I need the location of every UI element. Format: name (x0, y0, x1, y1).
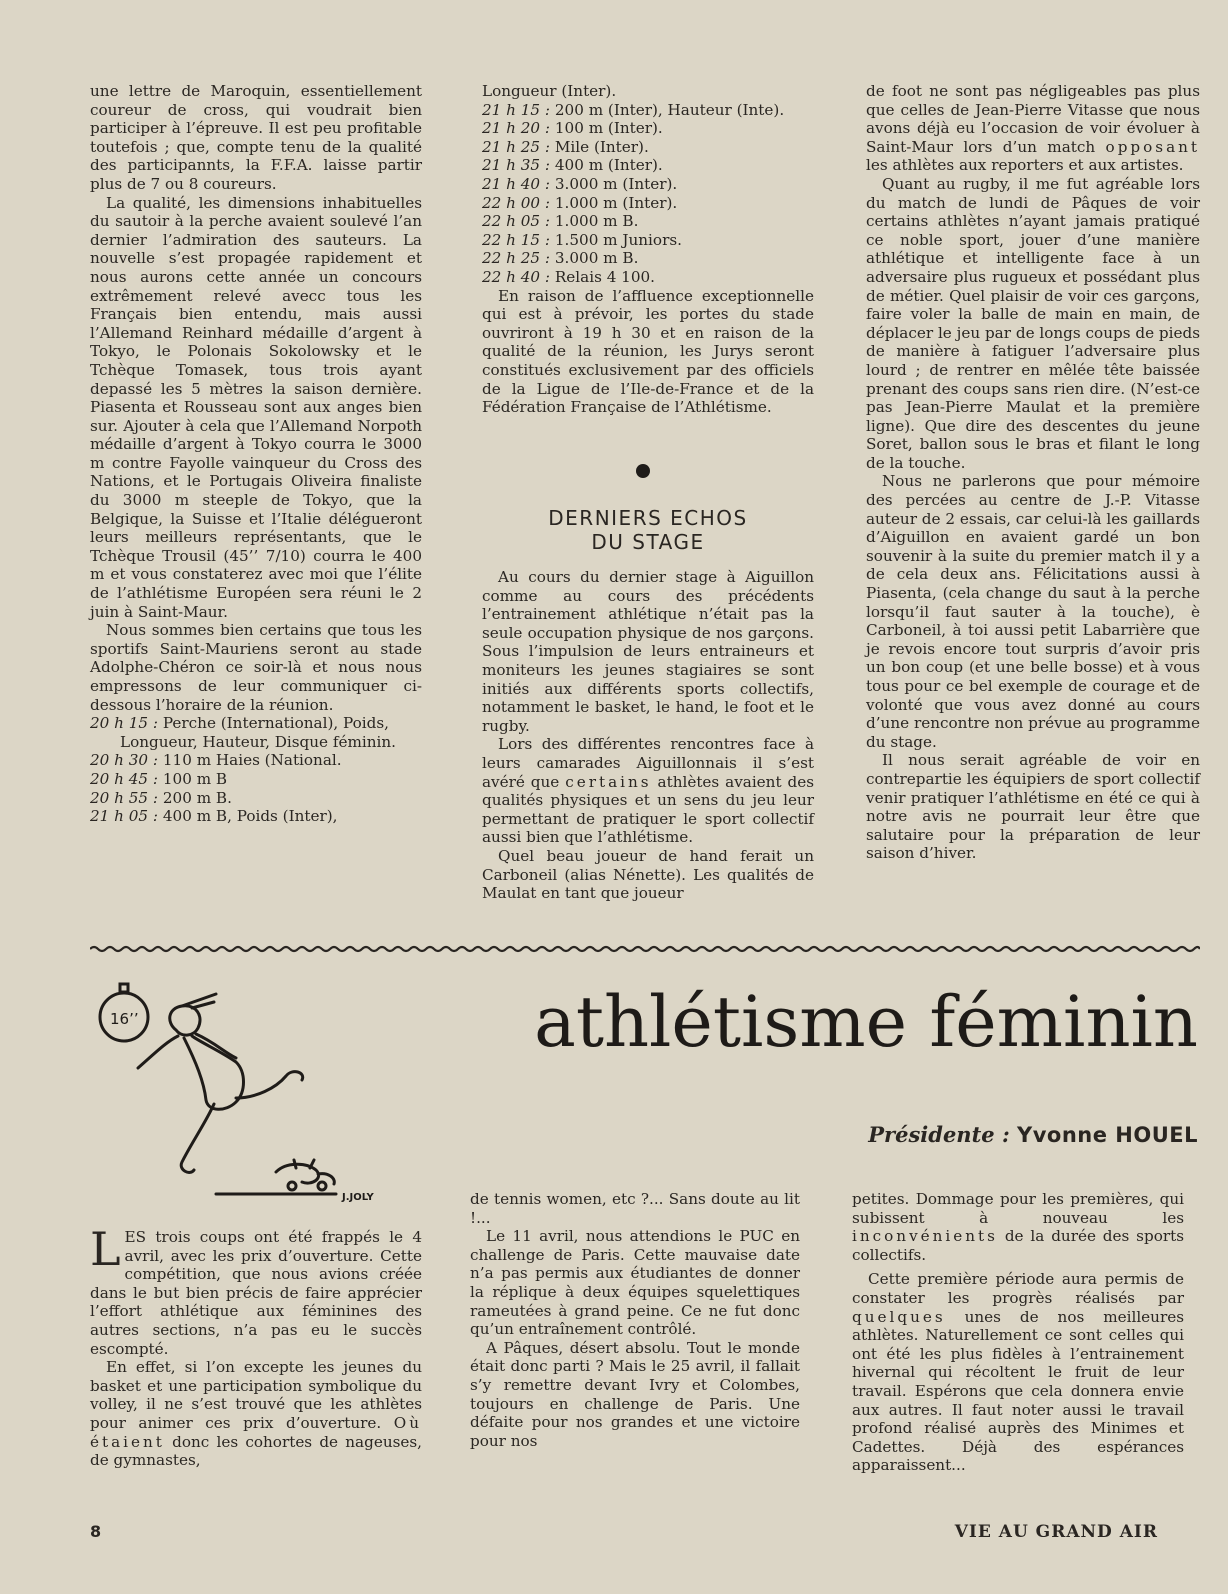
paragraph: Quel beau joueur de hand ferait un Carboneil (alias Nénette). Les qualités de Maulat en tant que joueur (482, 846, 814, 903)
schedule-event: Perche (International), Poids, Longueur, Hauteur, Disque féminin. (120, 714, 396, 751)
text-run-spaced: opposant (1105, 137, 1201, 156)
schedule-row (482, 101, 814, 120)
text-run: de foot ne sont pas négligeables pas plus que celles de Jean-Pierre Vitasse que nous avons déjà eu l’occasion de voir évoluer à Saint-Maur lors d’un match (866, 82, 1200, 156)
section-title: athlétisme féminin (534, 981, 1198, 1063)
text-run: En effet, si l’on excepte les jeunes du basket et une participation symbolique du volley, il ne s’est trouvé que les athlètes pour animer ces prix d’ouverture. (90, 1358, 422, 1432)
schedule-time: 21 h 25 : (482, 137, 551, 156)
text-run-spaced: certains (565, 772, 652, 791)
paragraph: Au cours du dernier stage à Aiguillon comme au cours des précédents l’entrainement athlétique n’était pas la seule occupation physique de nos garçons. Sous l’impulsion de leurs entraineurs et moniteurs les jeunes stagiaires se sont initiés aux différents sports collectifs, notamment le basket, le hand, le foot et le rugby. (482, 568, 814, 735)
schedule-time: 21 h 35 : (482, 156, 551, 175)
schedule-event: 400 m (Inter). (554, 156, 663, 175)
schedule-row (482, 119, 814, 138)
schedule-time: 21 h 05 : (90, 807, 159, 826)
schedule-row (90, 770, 422, 789)
schedule-event: 100 m (Inter). (554, 119, 663, 138)
paragraph: Quant au rugby, il me fut agréable lors du match de lundi de Pâques de voir certains athlètes n’ayant jamais pratiqué ce noble sport, jouer d’une manière athlétique et intelligente face à un adversaire plus rugueux et possédant plus de métier. Quel plaisir de voir ces garçons, faire voler la balle de main en main, de déplacer le jeu par de longs coups de pieds de manière à fatiguer l’adversaire plus lourd ; de rentrer en mêlée tête baissée prenant des coups sans rien dire. (N’est-ce pas Jean-Pierre Maulat et la première ligne). Que dire des descentes du jeune Soret, ballon sous le bras et filant le long de la touche. (866, 174, 1200, 472)
article-column-3 (866, 82, 1200, 863)
schedule-row (482, 231, 814, 250)
article-column-2 (482, 82, 814, 417)
wavy-divider (90, 944, 1200, 954)
paragraph: une lettre de Maroquin, essentiellement coureur de cross, qui voudrait bien participer à l’épreuve. Il est peu profitable toutefois ; que, compte tenu de la qualité des participannts, la F.F.A. laisse partir plus de 7 ou 8 coureurs. (90, 82, 422, 193)
paragraph (866, 82, 1200, 175)
schedule-event: 200 m (Inter), Hauteur (Inte). (554, 100, 785, 119)
page-number: 8 (90, 1522, 102, 1541)
magazine-name: VIE AU GRAND AIR (954, 1522, 1158, 1542)
text-run-spaced: Où étaient (90, 1413, 422, 1451)
paragraph (482, 735, 814, 847)
schedule-time: 20 h 15 : (90, 714, 159, 733)
schedule-row (90, 789, 422, 808)
paragraph: Le 11 avril, nous attendions le PUC en challenge de Paris. Cette mauvaise date n’a pas permis aux étudiantes de donner la réplique à deux équipes squelettiques rameutées à grand peine. Ce ne fut donc qu’un entraînement contrôlé. (470, 1227, 800, 1339)
article-column-5 (470, 1190, 800, 1450)
article-column-2-lower (482, 568, 814, 903)
schedule-time: 22 h 40 : (482, 267, 551, 286)
schedule-event: 200 m B. (162, 788, 232, 807)
schedule-time: 21 h 15 : (482, 100, 551, 119)
text-run: les athlètes aux reporters et aux artistes. (866, 156, 1184, 175)
schedule-event: Relais 4 100. (554, 267, 655, 286)
schedule-row (482, 249, 814, 268)
schedule-event: 1.000 m B. (554, 212, 639, 231)
schedule-event: 100 m B (162, 769, 228, 788)
text-run: Lors des différentes rencontres face à leurs camarades Aiguillonnais il s’est avéré que (482, 735, 814, 791)
heading-line: DU STAGE (591, 530, 705, 554)
schedule-list (90, 714, 422, 826)
schedule-list (482, 82, 814, 287)
text-run-spaced: inconvénients (852, 1227, 998, 1246)
schedule-event: 400 m B, Poids (Inter), (162, 807, 338, 826)
paragraph: Nous sommes bien certains que tous les sportifs Saint-Mauriens seront au stade Adolphe-Chéron ce soir-là et nous nous empressons de leur communiquer ci-dessous l’horaire de la réunion. (90, 621, 422, 714)
paragraph (90, 1358, 422, 1470)
runner-figure (138, 994, 336, 1194)
text-run: ES trois coups ont été frappés le 4 avril, avec les prix d’ouverture. Cette compétition, que nous avions créée dans le but bien précis de faire apprécier l’effort athlétique aux féminines des autres sections, n’a pas eu le succès escompté. (90, 1228, 422, 1358)
schedule-continuation: Longueur (Inter). (482, 82, 617, 100)
paragraph: Nous ne parlerons que pour mémoire des percées au centre de J.-P. Vitasse auteur de 2 essais, car celui-là les gaillards d’Aiguillon en avaient gardé un bon souvenir à la suite du premier match il y a de cela deux ans. Félicitations aussi à Piasenta, (cela change du saut à la perche lorsqu’il faut sauter à la touche), è Carboneil, à toi aussi petit Labarrière que je revois encore tout surpris d’avoir pris un bon coup (et une belle bosse) et à vous tous pour ce bel exemple de courage et de volonté que vous avez donné au cours d’une rencontre non prévue au programme du stage. (866, 472, 1200, 751)
schedule-event: 1.500 m Juniors. (554, 230, 682, 249)
stopwatch-text: 16’’ (110, 1010, 139, 1028)
schedule-time: 20 h 30 : (90, 751, 159, 770)
paragraph (852, 1270, 1184, 1475)
section-heading (482, 506, 814, 554)
schedule-event: 110 m Haies (National. (162, 751, 342, 770)
schedule-row (482, 138, 814, 157)
text-run: athlètes avaient des qualités physiques et un sens du jeu leur permettant de pratiquer le sport collectif aussi bien que l’athlétisme. (482, 772, 814, 847)
schedule-row (482, 212, 814, 231)
paragraph (90, 1222, 422, 1358)
text-run: donc les cohortes de nageuses, de gymnastes, (90, 1432, 423, 1470)
runner-illustration (96, 972, 426, 1208)
text-run: de la durée des sports collectifs. (852, 1227, 1184, 1264)
schedule-time: 21 h 20 : (482, 119, 551, 138)
schedule-time: 22 h 00 : (482, 193, 551, 212)
schedule-row (482, 175, 814, 194)
stopwatch-icon (100, 984, 148, 1041)
paragraph: La qualité, les dimensions inhabituelles du sautoir à la perche avaient soulevé l’an dernier l’admiration des sauteurs. La nouvelle s’est propagée rapidement et nous aurons cette année un concours extrêmement relevé avecc tous les Français bien entendu, mais aussi l’Allemand Reinhard médaille d’argent à Tokyo, le Polonais Sokolowsky et le Tchèque Tomasek, tous trois ayant depassé les 5 mètres la saison dernière. Piasenta et Rousseau sont aux anges bien sur. Ajouter à cela que l’Allemand Norpoth médaille d’argent à Tokyo courra le 3000 m contre Fayolle vainqueur du Cross des Nations, et le Portugais Oliveira finaliste du 3000 m steeple de Tokyo, que la Belgique, la Suisse et l’Italie délégueront leurs meilleurs représentants, que le Tchèque Trousil (45’’ 7/10) courra le 400 m et vous constaterez avec moi que l’élite de l’athlétisme Européen sera réuni le 2 juin à Saint-Maur. (90, 193, 422, 621)
article-column-6 (852, 1190, 1184, 1475)
schedule-time: 20 h 55 : (90, 788, 159, 807)
president-label: Présidente : (868, 1122, 1010, 1147)
text-run: unes de nos meilleures athlètes. Naturellement ce sont celles qui ont été les plus fidèles à l’entrainement hivernal qui récoltent le fruit de leur travail. Espérons que cela donnera envie aux autres. Il faut noter aussi le travail profond réalisé auprès des Minimes et Cadettes. Déjà des espérances apparaissent... (852, 1307, 1184, 1475)
article-column-4 (90, 1222, 423, 1470)
schedule-event: 3.000 m (Inter). (554, 174, 678, 193)
schedule-row (482, 194, 814, 213)
section-bullet (636, 464, 650, 478)
text-run-spaced: quelques (852, 1307, 946, 1326)
drop-cap: L (90, 1222, 121, 1276)
schedule-event: Mile (Inter). (554, 137, 649, 156)
president-name: Yvonne HOUEL (1017, 1123, 1198, 1147)
schedule-row (482, 156, 814, 175)
artist-signature: J.JOLY (342, 1192, 374, 1203)
paragraph: En raison de l’affluence exceptionnelle qui est à prévoir, les portes du stade ouvriront à 19 h 30 et en raison de la qualité de la réunion, les Jurys seront constitués exclusivement par des officiels de la Ligue de l’Ile-de-France et de la Fédération Française de l’Athlétisme. (482, 286, 814, 417)
schedule-time: 21 h 40 : (482, 174, 551, 193)
schedule-row (90, 751, 422, 770)
schedule-event: 1.000 m (Inter). (554, 193, 678, 212)
article-column-1 (90, 82, 422, 826)
paragraph (852, 1190, 1184, 1264)
schedule-row (482, 268, 814, 287)
paragraph: A Pâques, désert absolu. Tout le monde était donc parti ? Mais le 25 avril, il fallait s’y remettre devant Ivry et Colombes, toujours en challenge de Paris. Une défaite pour nos grandes et une victoire pour nos (470, 1338, 800, 1450)
heading-line: DERNIERS ECHOS (548, 506, 748, 530)
president-line (868, 1122, 1198, 1148)
paragraph: de tennis women, etc ?... Sans doute au lit !... (470, 1190, 800, 1227)
schedule-row (90, 714, 422, 751)
schedule-time: 20 h 45 : (90, 769, 159, 788)
text-run: Cette première période aura permis de constater les progrès réalisés par (852, 1270, 1184, 1307)
schedule-row (90, 807, 422, 826)
schedule-event: 3.000 m B. (554, 249, 639, 268)
paragraph: Il nous serait agréable de voir en contrepartie les équipiers de sport collectif venir pratiquer l’athlétisme en été ce qui à notre avis ne pourrait leur être que salutaire pour la préparation de leur saison d’hiver. (866, 751, 1200, 863)
schedule-time: 22 h 15 : (482, 230, 551, 249)
schedule-time: 22 h 25 : (482, 249, 551, 268)
schedule-time: 22 h 05 : (482, 212, 551, 231)
text-run: petites. Dommage pour les premières, qui subissent à nouveau les (852, 1190, 1184, 1227)
